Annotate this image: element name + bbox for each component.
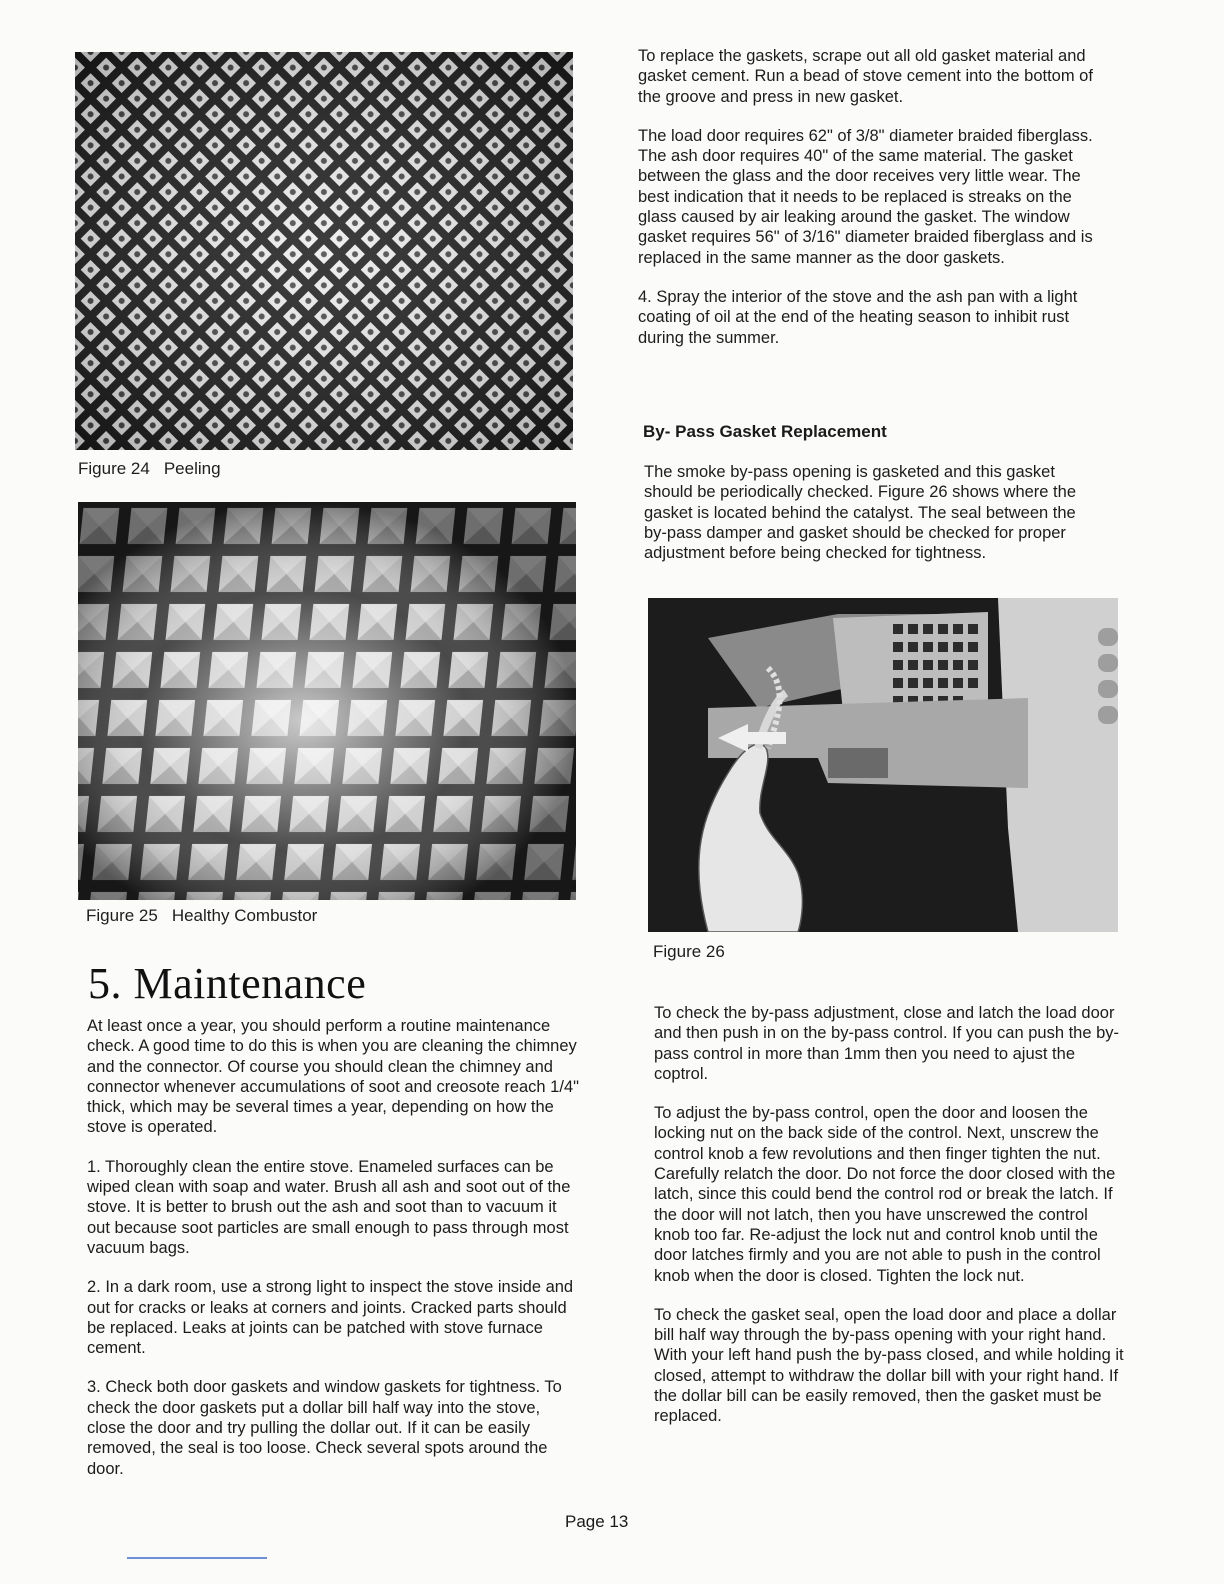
step-1-paragraph: 1. Thoroughly clean the entire stove. Enameled surfaces can be wiped clean with soap and water. Brush all ash and soot out of the stove. It is better to brush out the ash and soot than to vacuum it out because soot particles are small enough to pass through most vacuum bags. (87, 1157, 571, 1257)
figure-25-number: Figure 25 (86, 906, 158, 925)
bypass-paragraph: The smoke by-pass opening is gasketed and this gasket should be periodically checked. Figure 26 shows where the gasket is located behind the catalyst. The seal between the by-pass damper and gasket should be checked for proper adjustment before being checked for tightness. (644, 463, 1076, 563)
bypass-subheading: By- Pass Gasket Replacement (643, 422, 887, 441)
check-gasket-seal-paragraph: To check the gasket seal, open the load door and place a dollar bill half way through the by-pass opening with your right hand. With your left hand push the by-pass closed, and while holding it closed, attempt to withdraw the dollar bill with your right hand. If the dollar bill can be easily removed, then the gasket must be replaced. (654, 1305, 1124, 1426)
step-4-paragraph: 4. Spray the interior of the stove and the ash pan with a light coating of oil at the end of the heating season to inhibit rust during the summer. (638, 287, 1078, 347)
page-number: Page 13 (565, 1512, 629, 1531)
check-bypass-adjustment-paragraph: To check the by-pass adjustment, close and latch the load door and then push in on the by-pass control. If you can push the by-pass control in more than 1mm then you need to ajust the coptrol. (654, 1004, 1120, 1083)
figure-24-photo (75, 52, 573, 450)
footer-rule (127, 1557, 267, 1559)
replace-gaskets-paragraph: To replace the gaskets, scrape out all old gasket material and gasket cement. Run a bead of stove cement into the bottom of the groove and press in new gasket. (638, 47, 1093, 106)
bypass-intro (644, 462, 1098, 582)
gasket-sizes-paragraph: The load door requires 62" of 3/8" diameter braided fiberglass. The ash door requires 40" of the same material. The gasket between the glass and the door receives very little wear. The best indication that it needs to be replaced is streaks on the glass caused by air leaking around the gasket. The window gasket requires 56" of 3/16" diameter braided fiberglass and is replaced in the same manner as the door gaskets. (638, 126, 1093, 267)
section-title: 5. Maintenance (88, 959, 367, 1008)
maintenance-intro-paragraph: At least once a year, you should perform a routine maintenance check. A good time to do this is when you are cleaning the chimney and the connector. Of course you should clean the chimney and connector whenever accumulations of soot and creosote reach 1/4" thick, which may be several times a year, depending on how the stove is operated. (87, 1017, 579, 1137)
step-2-paragraph: 2. In a dark room, use a strong light to inspect the stove inside and out for cracks or leaks at corners and joints. Cracked parts should be replaced. Leaks at joints can be patched with stove furnace cement. (87, 1278, 574, 1358)
right-column-top (638, 46, 1108, 367)
figure-26-caption: Figure 26 (653, 942, 725, 961)
figure-25-title: Healthy Combustor (171, 906, 318, 925)
figure-24-caption (78, 459, 221, 479)
step-3-paragraph: 3. Check both door gaskets and window gaskets for tightness. To check the door gaskets put a dollar bill half way into the stove, close the door and try pulling the dollar out. If it can be easily removed, the seal is too loose. Check several spots around the door. (87, 1378, 562, 1478)
left-column-body (87, 1016, 579, 1498)
figure-26-illustration (648, 598, 1118, 932)
figure-25-photo (78, 502, 576, 900)
figure-25-caption (86, 906, 317, 926)
adjust-bypass-control-paragraph: To adjust the by-pass control, open the door and loosen the locking nut on the back side of the control. Next, unscrew the control knob a few revolutions and then finger tighten the nut. Carefully relatch the door. Do not force the door closed with the latch, since this could bend the control rod or break the latch. If the door will not latch, then you have unscrewed the control knob too far. Re-adjust the lock nut and control knob until the door latches firmly and you are not able to push in the control knob when the door is closed. Tighten the lock nut. (654, 1104, 1116, 1285)
right-column-bottom (654, 1003, 1124, 1446)
figure-24-title: Peeling (163, 459, 221, 478)
figure-24-number: Figure 24 (78, 459, 150, 478)
